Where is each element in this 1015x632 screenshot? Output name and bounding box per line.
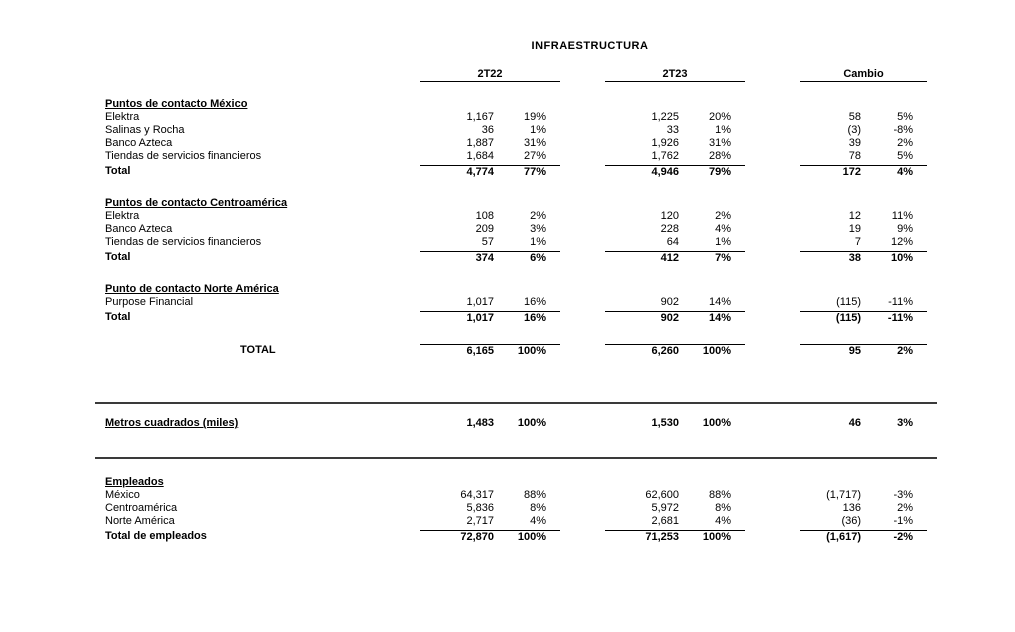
grand-total-row bbox=[95, 344, 927, 357]
group-2t22-cells bbox=[420, 223, 560, 236]
table-row bbox=[95, 223, 927, 236]
column-gap bbox=[745, 296, 800, 309]
table-row bbox=[95, 489, 927, 502]
group-2t22-cells bbox=[420, 124, 560, 137]
group-2t23-cells bbox=[605, 236, 745, 249]
column-header-cambio-label: Cambio bbox=[843, 68, 884, 80]
group-2t23-cells bbox=[605, 210, 745, 223]
group-cambio-cells bbox=[800, 111, 927, 124]
group-2t23-cells bbox=[605, 251, 745, 265]
value-cambio: 19 bbox=[848, 223, 861, 235]
row-label: Total de empleados bbox=[105, 530, 207, 542]
group-cambio-cells bbox=[800, 296, 927, 309]
table-row bbox=[95, 210, 927, 223]
value-cambio: 38 bbox=[848, 252, 861, 264]
value-cambio: 172 bbox=[842, 166, 861, 178]
pct-2t22: 77% bbox=[523, 166, 546, 178]
group-2t22-cells bbox=[420, 111, 560, 124]
group-cambio-cells bbox=[800, 530, 927, 544]
group-2t22-cells bbox=[420, 210, 560, 223]
column-header-2t23 bbox=[605, 68, 745, 82]
value-2t23: 1,762 bbox=[651, 150, 679, 162]
value-2t22: 108 bbox=[475, 210, 494, 222]
divider-rule-top bbox=[95, 402, 937, 404]
table-row bbox=[95, 417, 927, 430]
table-row bbox=[95, 111, 927, 124]
table-row bbox=[95, 124, 927, 137]
pct-2t22: 6% bbox=[530, 252, 546, 264]
value-2t22: 1,483 bbox=[466, 417, 494, 429]
pct-2t22: 1% bbox=[530, 236, 546, 248]
pct-cambio: -3% bbox=[893, 489, 913, 501]
group-2t22-cells bbox=[420, 344, 560, 358]
pct-cambio: 5% bbox=[897, 150, 913, 162]
column-gap bbox=[745, 251, 800, 265]
group-cambio-cells bbox=[800, 124, 927, 137]
value-2t22: 2,717 bbox=[466, 515, 494, 527]
pct-2t23: 4% bbox=[715, 223, 731, 235]
value-cambio: 58 bbox=[848, 111, 861, 123]
table-row bbox=[95, 530, 927, 543]
value-2t23: 33 bbox=[666, 124, 679, 136]
pct-2t22: 3% bbox=[530, 223, 546, 235]
section-header-mexico: Puntos de contacto México bbox=[105, 98, 248, 110]
column-gap bbox=[560, 251, 605, 265]
pct-2t22: 31% bbox=[523, 137, 546, 149]
group-2t22-cells bbox=[420, 296, 560, 309]
value-cambio: (3) bbox=[847, 124, 861, 136]
pct-2t22: 100% bbox=[517, 417, 546, 429]
row-label: Banco Azteca bbox=[105, 223, 173, 235]
pct-2t23: 2% bbox=[715, 210, 731, 222]
value-2t23: 62,600 bbox=[645, 489, 679, 501]
group-cambio-cells bbox=[800, 165, 927, 179]
group-2t22-cells bbox=[420, 417, 560, 430]
value-2t23: 1,926 bbox=[651, 137, 679, 149]
group-2t23-cells bbox=[605, 111, 745, 124]
group-cambio-cells bbox=[800, 137, 927, 150]
group-2t23-cells bbox=[605, 223, 745, 236]
row-label: TOTAL bbox=[240, 344, 276, 356]
empleados-total-row bbox=[95, 530, 927, 543]
group-cambio-cells bbox=[800, 223, 927, 236]
pct-cambio: 2% bbox=[897, 137, 913, 149]
group-2t23-cells bbox=[605, 150, 745, 163]
row-label: Elektra bbox=[105, 111, 140, 123]
group-cambio-cells bbox=[800, 150, 927, 163]
value-cambio: 136 bbox=[842, 502, 861, 514]
table-row bbox=[95, 515, 927, 528]
group-2t22-cells bbox=[420, 236, 560, 249]
column-gap bbox=[745, 137, 800, 150]
value-2t22: 1,684 bbox=[466, 150, 494, 162]
value-2t22: 209 bbox=[475, 223, 494, 235]
pct-2t22: 19% bbox=[523, 111, 546, 123]
column-gap bbox=[745, 344, 800, 358]
report-title: INFRAESTRUCTURA bbox=[531, 40, 649, 52]
value-2t22: 1,887 bbox=[466, 137, 494, 149]
value-2t22: 72,870 bbox=[460, 531, 494, 543]
group-2t22-cells bbox=[420, 251, 560, 265]
pct-2t23: 14% bbox=[708, 312, 731, 324]
value-2t22: 1,167 bbox=[466, 111, 494, 123]
value-2t22: 6,165 bbox=[466, 345, 494, 357]
pct-cambio: -11% bbox=[888, 296, 913, 308]
table-row bbox=[95, 502, 927, 515]
group-2t23-cells bbox=[605, 417, 745, 430]
pct-2t22: 1% bbox=[530, 124, 546, 136]
pct-2t23: 20% bbox=[708, 111, 731, 123]
column-header-2t23-label: 2T23 bbox=[662, 68, 688, 80]
group-cambio-cells bbox=[800, 502, 927, 515]
group-cambio-cells bbox=[800, 251, 927, 265]
section-header-empleados: Empleados bbox=[105, 476, 164, 488]
pct-cambio: 3% bbox=[897, 417, 913, 429]
column-gap bbox=[560, 296, 605, 309]
column-gap bbox=[560, 489, 605, 502]
pct-2t22: 16% bbox=[523, 296, 546, 308]
column-gap bbox=[560, 311, 605, 325]
column-header-cambio bbox=[800, 68, 927, 82]
value-2t23: 902 bbox=[660, 296, 679, 308]
value-2t22: 4,774 bbox=[466, 166, 494, 178]
value-cambio: 12 bbox=[848, 210, 861, 222]
group-cambio-cells bbox=[800, 210, 927, 223]
column-gap bbox=[745, 111, 800, 124]
mexico-total-row bbox=[95, 165, 927, 178]
pct-2t23: 1% bbox=[715, 124, 731, 136]
group-2t22-cells bbox=[420, 502, 560, 515]
group-2t23-cells bbox=[605, 502, 745, 515]
table-row bbox=[95, 137, 927, 150]
pct-2t22: 27% bbox=[523, 150, 546, 162]
group-2t22-cells bbox=[420, 165, 560, 179]
group-2t22-cells bbox=[420, 137, 560, 150]
column-gap bbox=[560, 165, 605, 179]
column-gap bbox=[745, 530, 800, 544]
header-label-spacer bbox=[95, 68, 420, 82]
group-cambio-cells bbox=[800, 236, 927, 249]
mexico-rows bbox=[95, 111, 927, 163]
row-label: Centroamérica bbox=[105, 502, 178, 514]
divider-rule-bottom bbox=[95, 457, 937, 459]
pct-2t22: 16% bbox=[523, 312, 546, 324]
row-label: Tiendas de servicios financieros bbox=[105, 236, 262, 248]
column-gap bbox=[745, 515, 800, 528]
pct-2t23: 8% bbox=[715, 502, 731, 514]
pct-cambio: 2% bbox=[897, 345, 913, 357]
table-row bbox=[95, 296, 927, 309]
column-header-row bbox=[95, 68, 927, 81]
section-header-norteamerica: Punto de contacto Norte América bbox=[105, 283, 279, 295]
group-2t23-cells bbox=[605, 124, 745, 137]
group-2t22-cells bbox=[420, 311, 560, 325]
group-cambio-cells bbox=[800, 344, 927, 358]
column-gap bbox=[745, 311, 800, 325]
pct-2t23: 88% bbox=[708, 489, 731, 501]
pct-2t22: 8% bbox=[530, 502, 546, 514]
value-2t23: 1,225 bbox=[651, 111, 679, 123]
group-cambio-cells bbox=[800, 311, 927, 325]
value-2t22: 1,017 bbox=[466, 296, 494, 308]
value-2t23: 64 bbox=[666, 236, 679, 248]
value-2t23: 2,681 bbox=[651, 515, 679, 527]
group-2t22-cells bbox=[420, 150, 560, 163]
group-2t23-cells bbox=[605, 296, 745, 309]
group-2t22-cells bbox=[420, 530, 560, 544]
column-gap bbox=[560, 223, 605, 236]
pct-2t23: 79% bbox=[708, 166, 731, 178]
group-2t22-cells bbox=[420, 489, 560, 502]
pct-2t23: 7% bbox=[715, 252, 731, 264]
column-gap bbox=[745, 236, 800, 249]
value-cambio: 78 bbox=[848, 150, 861, 162]
column-gap bbox=[745, 489, 800, 502]
table-row bbox=[95, 344, 927, 357]
group-2t23-cells bbox=[605, 311, 745, 325]
value-2t23: 902 bbox=[660, 312, 679, 324]
section-header-centroamerica: Puntos de contacto Centroamérica bbox=[105, 197, 288, 209]
value-2t23: 1,530 bbox=[651, 417, 679, 429]
empleados-rows bbox=[95, 489, 927, 528]
row-label: Salinas y Rocha bbox=[105, 124, 185, 136]
column-gap bbox=[560, 111, 605, 124]
pct-cambio: 10% bbox=[890, 252, 913, 264]
value-cambio: (1,617) bbox=[826, 531, 861, 543]
pct-2t23: 100% bbox=[702, 531, 731, 543]
group-2t23-cells bbox=[605, 515, 745, 528]
group-2t23-cells bbox=[605, 530, 745, 544]
column-gap bbox=[560, 124, 605, 137]
column-gap bbox=[745, 502, 800, 515]
pct-2t23: 100% bbox=[702, 417, 731, 429]
value-2t23: 6,260 bbox=[651, 345, 679, 357]
column-gap bbox=[745, 417, 800, 430]
column-gap bbox=[745, 124, 800, 137]
pct-2t22: 88% bbox=[523, 489, 546, 501]
pct-cambio: 5% bbox=[897, 111, 913, 123]
row-label: Banco Azteca bbox=[105, 137, 173, 149]
metros-cuadrados-row bbox=[95, 417, 927, 430]
pct-cambio: -11% bbox=[887, 312, 913, 324]
group-cambio-cells bbox=[800, 417, 927, 430]
pct-2t23: 14% bbox=[708, 296, 731, 308]
column-gap bbox=[745, 210, 800, 223]
value-cambio: 46 bbox=[848, 417, 861, 429]
pct-2t23: 4% bbox=[715, 515, 731, 527]
group-2t22-cells bbox=[420, 515, 560, 528]
pct-2t23: 31% bbox=[708, 137, 731, 149]
value-2t22: 64,317 bbox=[460, 489, 494, 501]
pct-cambio: 2% bbox=[897, 502, 913, 514]
row-label: Metros cuadrados (miles) bbox=[105, 417, 239, 429]
value-cambio: 7 bbox=[854, 236, 861, 248]
pct-2t23: 28% bbox=[708, 150, 731, 162]
column-gap bbox=[745, 223, 800, 236]
pct-2t23: 100% bbox=[702, 345, 731, 357]
value-2t22: 36 bbox=[481, 124, 494, 136]
pct-cambio: 4% bbox=[897, 166, 913, 178]
table-row bbox=[95, 165, 927, 178]
row-label: México bbox=[105, 489, 140, 501]
norteamerica-rows bbox=[95, 296, 927, 309]
table-row bbox=[95, 311, 927, 324]
pct-cambio: 12% bbox=[890, 236, 913, 248]
value-2t22: 57 bbox=[481, 236, 494, 248]
value-2t22: 374 bbox=[475, 252, 494, 264]
pct-cambio: -2% bbox=[893, 531, 913, 543]
pct-2t22: 4% bbox=[530, 515, 546, 527]
value-2t22: 5,836 bbox=[466, 502, 494, 514]
column-gap bbox=[745, 165, 800, 179]
table-row bbox=[95, 150, 927, 163]
pct-cambio: -1% bbox=[893, 515, 913, 527]
pct-2t22: 100% bbox=[517, 531, 546, 543]
value-cambio: 39 bbox=[848, 137, 861, 149]
group-2t23-cells bbox=[605, 489, 745, 502]
centroamerica-total-row bbox=[95, 251, 927, 264]
column-gap bbox=[560, 502, 605, 515]
column-gap bbox=[560, 344, 605, 358]
group-cambio-cells bbox=[800, 489, 927, 502]
pct-cambio: -8% bbox=[893, 124, 913, 136]
column-gap bbox=[560, 68, 605, 82]
group-cambio-cells bbox=[800, 515, 927, 528]
column-gap bbox=[560, 137, 605, 150]
row-label: Elektra bbox=[105, 210, 140, 222]
row-label: Total bbox=[105, 251, 131, 263]
centroamerica-rows bbox=[95, 210, 927, 249]
value-2t23: 120 bbox=[660, 210, 679, 222]
value-2t23: 5,972 bbox=[651, 502, 679, 514]
table-row bbox=[95, 251, 927, 264]
row-label: Total bbox=[105, 165, 131, 177]
column-gap bbox=[745, 68, 800, 82]
group-2t23-cells bbox=[605, 137, 745, 150]
value-cambio: (115) bbox=[835, 312, 861, 324]
column-gap bbox=[560, 530, 605, 544]
value-2t22: 1,017 bbox=[466, 312, 494, 324]
row-label: Total bbox=[105, 311, 131, 323]
row-label: Tiendas de servicios financieros bbox=[105, 150, 262, 162]
value-cambio: (1,717) bbox=[826, 489, 861, 501]
pct-2t22: 2% bbox=[530, 210, 546, 222]
pct-cambio: 11% bbox=[891, 210, 913, 222]
value-2t23: 412 bbox=[660, 252, 679, 264]
group-2t23-cells bbox=[605, 165, 745, 179]
column-gap bbox=[560, 236, 605, 249]
column-header-2t22 bbox=[420, 68, 560, 82]
column-gap bbox=[560, 417, 605, 430]
pct-2t22: 100% bbox=[517, 345, 546, 357]
row-label: Norte América bbox=[105, 515, 175, 527]
pct-cambio: 9% bbox=[897, 223, 913, 235]
norteamerica-total-row bbox=[95, 311, 927, 324]
row-label: Purpose Financial bbox=[105, 296, 194, 308]
column-gap bbox=[560, 150, 605, 163]
column-header-2t22-label: 2T22 bbox=[477, 68, 503, 80]
value-2t23: 71,253 bbox=[645, 531, 679, 543]
value-2t23: 228 bbox=[660, 223, 679, 235]
column-gap bbox=[560, 515, 605, 528]
value-cambio: (36) bbox=[841, 515, 861, 527]
column-gap bbox=[745, 150, 800, 163]
pct-2t23: 1% bbox=[715, 236, 731, 248]
table-row bbox=[95, 236, 927, 249]
value-cambio: 95 bbox=[848, 345, 861, 357]
value-2t23: 4,946 bbox=[651, 166, 679, 178]
group-2t23-cells bbox=[605, 344, 745, 358]
column-gap bbox=[560, 210, 605, 223]
value-cambio: (115) bbox=[836, 296, 861, 308]
infrastructure-table bbox=[95, 68, 927, 543]
